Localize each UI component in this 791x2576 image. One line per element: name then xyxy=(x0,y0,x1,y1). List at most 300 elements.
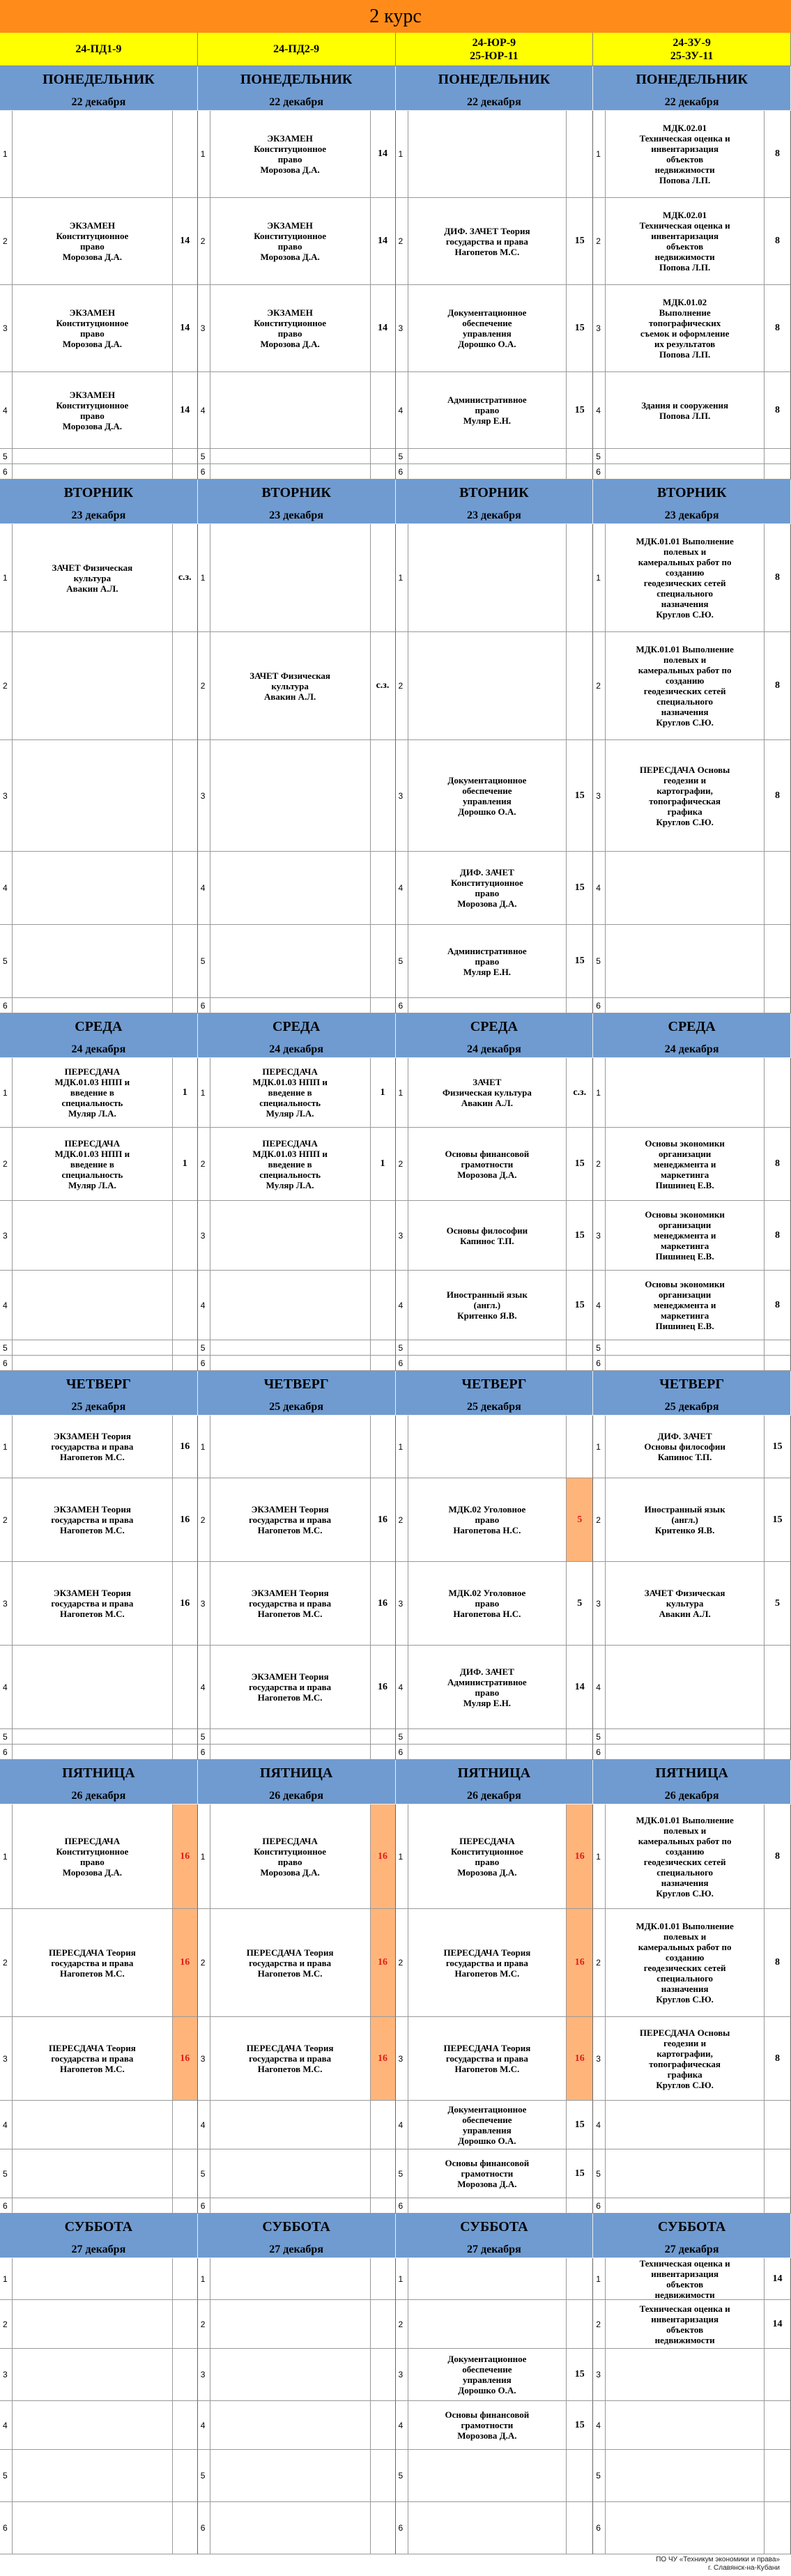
lesson-subject: ЭКЗАМЕН Теория государства и права Нагопетов М.С. xyxy=(51,1588,134,1619)
lesson-subject: ЭКЗАМЕН Теория государства и права Нагопетов М.С. xyxy=(51,1431,134,1462)
day-header-cell xyxy=(0,1760,198,1804)
day-name: ПЯТНИЦА xyxy=(457,1765,531,1781)
lesson-number: 4 xyxy=(593,372,606,448)
lesson-cell xyxy=(396,1729,594,1745)
day-header-cell xyxy=(396,1371,594,1416)
lesson-row xyxy=(0,2401,791,2450)
lesson-cell xyxy=(0,524,198,632)
lesson-room xyxy=(566,998,592,1013)
lesson-subject xyxy=(13,2198,172,2213)
lesson-cell xyxy=(593,2101,791,2149)
day-name: ПОНЕДЕЛЬНИК xyxy=(636,72,748,87)
lesson-number: 6 xyxy=(198,998,210,1013)
lesson-subject xyxy=(13,1745,172,1759)
lesson-number: 2 xyxy=(593,632,606,739)
lesson-cell xyxy=(198,2101,396,2149)
lesson-room xyxy=(172,1201,197,1270)
lesson-cell xyxy=(593,2017,791,2101)
lesson-room: 8 xyxy=(764,632,790,739)
lesson-number: 4 xyxy=(0,1271,13,1340)
day-header-cell xyxy=(593,66,791,111)
lesson-room: 15 xyxy=(566,740,592,851)
day-header-cell xyxy=(396,1013,594,1058)
lesson-number: 4 xyxy=(198,2101,210,2149)
lesson-number: 2 xyxy=(198,1909,210,2016)
lesson-room xyxy=(370,2198,395,2213)
group-name: 25-ЗУ-11 xyxy=(670,49,714,62)
lesson-cell xyxy=(0,2300,198,2349)
lesson-subject: Техническая оценка и инвентаризация объектов недвижимости xyxy=(639,2258,730,2299)
lesson-subject: Основы финансовой грамотности Морозова Д.А. xyxy=(445,2409,530,2441)
course-title: 2 курс xyxy=(0,0,791,33)
lesson-subject xyxy=(408,2502,567,2554)
lesson-room xyxy=(566,1340,592,1355)
lesson-room xyxy=(370,524,395,631)
lesson-number: 2 xyxy=(0,2300,13,2348)
day-name: ВТОРНИК xyxy=(261,485,331,500)
lesson-number: 6 xyxy=(593,1745,606,1759)
lesson-subject xyxy=(13,1646,172,1728)
day-block xyxy=(0,480,791,1013)
lesson-room xyxy=(764,1646,790,1728)
lesson-row xyxy=(0,1909,791,2017)
day-name: СУББОТА xyxy=(460,2219,528,2234)
lesson-cell xyxy=(198,632,396,740)
lesson-number: 5 xyxy=(0,449,13,463)
footer-line-1: ПО ЧУ «Техникум экономики и права» xyxy=(656,2556,780,2563)
lesson-number: 6 xyxy=(593,464,606,479)
lesson-room: 1 xyxy=(370,1128,395,1200)
lesson-number: 5 xyxy=(593,925,606,997)
lesson-room xyxy=(172,1646,197,1728)
lesson-cell xyxy=(396,1646,594,1729)
lesson-number: 4 xyxy=(396,1271,408,1340)
day-date: 27 декабря xyxy=(269,2244,323,2255)
lesson-row xyxy=(0,1340,791,1356)
lesson-subject xyxy=(408,1729,567,1744)
lesson-subject: Основы экономики организации менеджмента и маркетинга Пишинец Е.В. xyxy=(645,1209,725,1262)
lesson-cell xyxy=(593,2502,791,2554)
lesson-room: 5 xyxy=(764,1562,790,1645)
day-name: ПЯТНИЦА xyxy=(655,1765,728,1781)
lesson-cell xyxy=(198,1416,396,1478)
lesson-room xyxy=(764,2401,790,2449)
lesson-row xyxy=(0,2149,791,2198)
lesson-room: 15 xyxy=(566,1128,592,1200)
lesson-subject: Административное право Муляр Е.Н. xyxy=(447,945,527,977)
lesson-subject xyxy=(606,852,764,924)
lesson-room: 15 xyxy=(566,372,592,448)
lesson-room: 16 xyxy=(172,1478,197,1561)
lesson-number: 6 xyxy=(396,998,408,1013)
lesson-room xyxy=(566,1729,592,1744)
lesson-number: 6 xyxy=(0,1745,13,1759)
lesson-number: 6 xyxy=(198,2502,210,2554)
lesson-subject xyxy=(210,2450,370,2501)
lesson-cell xyxy=(198,2502,396,2554)
lesson-subject xyxy=(210,1201,370,1270)
lesson-number: 4 xyxy=(198,372,210,448)
lesson-subject: ПЕРЕСДАЧА Конституционное право Морозова Д.А. xyxy=(254,1835,327,1878)
day-block xyxy=(0,2214,791,2554)
lesson-number: 2 xyxy=(0,1909,13,2016)
lesson-cell xyxy=(396,1909,594,2017)
lesson-number: 5 xyxy=(198,1340,210,1355)
lesson-cell xyxy=(198,2450,396,2502)
lesson-row xyxy=(0,1128,791,1201)
lesson-subject xyxy=(210,998,370,1013)
group-name: 24-ПД2-9 xyxy=(273,43,320,55)
lesson-number: 2 xyxy=(396,2300,408,2348)
day-header-cell xyxy=(593,1371,791,1416)
lesson-subject xyxy=(210,2101,370,2149)
lesson-room xyxy=(172,2401,197,2449)
lesson-cell xyxy=(0,1909,198,2017)
lesson-subject: Документационное обеспечение управления Дорошко О.А. xyxy=(447,2103,527,2146)
lesson-room: 16 xyxy=(172,1804,197,1908)
lesson-subject xyxy=(408,111,567,197)
lesson-subject xyxy=(13,2300,172,2348)
lesson-cell xyxy=(593,2349,791,2401)
lesson-cell xyxy=(0,1646,198,1729)
lesson-number: 2 xyxy=(396,1128,408,1200)
day-name: СРЕДА xyxy=(470,1019,518,1034)
day-header-cell xyxy=(593,1760,791,1804)
lesson-number: 1 xyxy=(198,1416,210,1478)
lesson-number: 3 xyxy=(593,1201,606,1270)
day-name: СРЕДА xyxy=(272,1019,321,1034)
day-name: СУББОТА xyxy=(64,2219,133,2234)
lesson-room xyxy=(172,2198,197,2213)
lesson-subject xyxy=(408,632,567,739)
lesson-room xyxy=(764,925,790,997)
lesson-cell xyxy=(593,1745,791,1760)
day-name: ЧЕТВЕРГ xyxy=(263,1377,329,1392)
lesson-cell xyxy=(396,524,594,632)
lesson-room xyxy=(764,2349,790,2400)
lesson-number: 4 xyxy=(0,2101,13,2149)
lesson-subject: МДК.01.01 Выполнение полевых и камеральных работ по созданию геодезических сетей специального назначения Круглов С.Ю. xyxy=(636,536,734,620)
group-header-3 xyxy=(396,33,594,66)
lesson-subject xyxy=(210,2401,370,2449)
lesson-room: 16 xyxy=(172,1909,197,2016)
lesson-room xyxy=(566,2300,592,2348)
lesson-number: 1 xyxy=(396,1804,408,1908)
lesson-row xyxy=(0,1356,791,1371)
lesson-number: 6 xyxy=(396,1356,408,1370)
lesson-cell xyxy=(0,285,198,372)
lesson-cell xyxy=(0,1271,198,1340)
lesson-room xyxy=(370,1340,395,1355)
lesson-cell xyxy=(593,2300,791,2349)
group-header-4 xyxy=(593,33,791,66)
day-header-cell xyxy=(198,480,396,524)
lesson-room xyxy=(566,2258,592,2299)
lesson-number: 4 xyxy=(198,1646,210,1728)
lesson-cell xyxy=(396,285,594,372)
lesson-cell xyxy=(0,1804,198,1909)
lesson-subject: МДК.02.01 Техническая оценка и инвентаризация объектов недвижимости Попова Л.П. xyxy=(639,210,730,273)
lesson-number: 6 xyxy=(0,1356,13,1370)
day-header-cell xyxy=(396,480,594,524)
lesson-number: 2 xyxy=(198,632,210,739)
lesson-subject xyxy=(408,1745,567,1759)
lesson-subject xyxy=(210,2502,370,2554)
lesson-subject xyxy=(606,2401,764,2449)
lesson-cell xyxy=(396,1478,594,1562)
lesson-row xyxy=(0,1478,791,1562)
lesson-room: 8 xyxy=(764,1128,790,1200)
lesson-room xyxy=(172,111,197,197)
lesson-cell xyxy=(593,1271,791,1340)
lesson-subject xyxy=(210,372,370,448)
group-header-1 xyxy=(0,33,198,66)
lesson-room: 16 xyxy=(370,2017,395,2100)
day-header-cell xyxy=(396,2214,594,2258)
lesson-room: 8 xyxy=(764,372,790,448)
lesson-subject xyxy=(408,2300,567,2348)
lesson-cell xyxy=(593,1646,791,1729)
lesson-subject xyxy=(606,2502,764,2554)
lesson-number: 1 xyxy=(0,111,13,197)
lesson-cell xyxy=(198,1562,396,1646)
lesson-subject xyxy=(606,1340,764,1355)
lesson-number: 3 xyxy=(396,1201,408,1270)
lesson-cell xyxy=(0,1340,198,1356)
lesson-subject: ЗАЧЕТ Физическая культура Авакин А.Л. xyxy=(442,1077,532,1108)
lesson-number: 5 xyxy=(593,1729,606,1744)
lesson-room xyxy=(172,2149,197,2198)
lesson-number: 1 xyxy=(396,524,408,631)
lesson-number: 4 xyxy=(0,1646,13,1728)
day-name: ПЯТНИЦА xyxy=(62,1765,135,1781)
lesson-subject xyxy=(13,1271,172,1340)
lesson-subject xyxy=(606,1729,764,1744)
day-name: СУББОТА xyxy=(657,2219,726,2234)
lesson-cell xyxy=(396,1804,594,1909)
lesson-cell xyxy=(198,1340,396,1356)
group-name: 24-ЗУ-9 xyxy=(673,36,711,49)
lesson-row xyxy=(0,1271,791,1340)
lesson-cell xyxy=(198,198,396,285)
lesson-number: 5 xyxy=(396,2450,408,2501)
day-date: 23 декабря xyxy=(467,509,521,521)
lesson-number: 5 xyxy=(198,925,210,997)
lesson-cell xyxy=(0,1745,198,1760)
lesson-subject xyxy=(210,1356,370,1370)
lesson-row xyxy=(0,925,791,998)
lesson-cell xyxy=(198,111,396,198)
lesson-cell xyxy=(396,449,594,464)
day-name: СРЕДА xyxy=(668,1019,716,1034)
lesson-room xyxy=(172,1271,197,1340)
lesson-row xyxy=(0,198,791,285)
lesson-number: 4 xyxy=(198,1271,210,1340)
lesson-subject: ЭКЗАМЕН Конституционное право Морозова Д.А. xyxy=(254,220,327,262)
lesson-cell xyxy=(593,111,791,198)
lesson-room xyxy=(370,2149,395,2198)
day-name: СУББОТА xyxy=(262,2219,330,2234)
lesson-subject xyxy=(210,1271,370,1340)
lesson-subject: ПЕРЕСДАЧА МДК.01.03 НПП и введение в специальность Муляр Л.А. xyxy=(54,1137,130,1190)
lesson-subject xyxy=(210,2349,370,2400)
lesson-room xyxy=(566,464,592,479)
lesson-subject xyxy=(606,1745,764,1759)
lesson-number: 1 xyxy=(0,524,13,631)
day-date: 23 декабря xyxy=(664,509,719,521)
lesson-cell xyxy=(396,740,594,852)
lesson-number: 6 xyxy=(0,2502,13,2554)
lesson-subject: МДК.02.01 Техническая оценка и инвентаризация объектов недвижимости Попова Л.П. xyxy=(639,123,730,185)
day-date: 24 декабря xyxy=(467,1043,521,1055)
lesson-cell xyxy=(593,198,791,285)
lesson-number: 2 xyxy=(198,2300,210,2348)
lesson-row xyxy=(0,524,791,632)
lesson-cell xyxy=(198,998,396,1013)
lesson-row xyxy=(0,285,791,372)
lesson-cell xyxy=(396,2198,594,2214)
lesson-subject: Документационное обеспечение управления Дорошко О.А. xyxy=(447,2354,527,2395)
lesson-number: 2 xyxy=(0,198,13,284)
day-header-cell xyxy=(0,2214,198,2258)
lesson-room xyxy=(172,2258,197,2299)
lesson-room: 15 xyxy=(566,925,592,997)
lesson-subject: ПЕРЕСДАЧА Теория государства и права Нагопетов М.С. xyxy=(48,2043,136,2074)
days-container xyxy=(0,66,791,2554)
lesson-subject xyxy=(13,998,172,1013)
lesson-cell xyxy=(0,1729,198,1745)
lesson-subject: МДК.02 Уголовное право Нагопетова Н.С. xyxy=(448,1504,526,1535)
lesson-subject: Основы финансовой грамотности Морозова Д.А. xyxy=(445,2158,530,2189)
lesson-room: 15 xyxy=(764,1416,790,1478)
lesson-number: 1 xyxy=(0,1058,13,1127)
lesson-cell xyxy=(396,852,594,925)
lesson-subject xyxy=(13,632,172,739)
lesson-subject: ДИФ. ЗАЧЕТ Основы философии Капинос Т.П. xyxy=(644,1431,725,1462)
lesson-cell xyxy=(396,2017,594,2101)
lesson-cell xyxy=(0,925,198,998)
lesson-subject: Иностранный язык (англ.) Критенко Я.В. xyxy=(446,1289,528,1321)
lesson-room xyxy=(370,1729,395,1744)
lesson-room xyxy=(172,1729,197,1744)
lesson-cell xyxy=(198,1201,396,1271)
day-header-cell xyxy=(396,1760,594,1804)
lesson-cell xyxy=(0,1128,198,1201)
day-header-cell xyxy=(198,1760,396,1804)
day-date: 26 декабря xyxy=(664,1790,719,1802)
day-name: ПОНЕДЕЛЬНИК xyxy=(438,72,551,87)
lesson-cell xyxy=(198,285,396,372)
lesson-cell xyxy=(198,372,396,449)
lesson-room xyxy=(764,1729,790,1744)
lesson-row xyxy=(0,2349,791,2401)
lesson-cell xyxy=(593,1201,791,1271)
lesson-cell xyxy=(0,2149,198,2198)
lesson-number: 3 xyxy=(198,1562,210,1645)
lesson-room: 1 xyxy=(172,1128,197,1200)
lesson-cell xyxy=(396,1562,594,1646)
lesson-row xyxy=(0,2502,791,2554)
lesson-number: 2 xyxy=(593,1478,606,1561)
lesson-number: 6 xyxy=(396,464,408,479)
lesson-subject: ПЕРЕСДАЧА Основы геодезии и картографии, топографическая графика Круглов С.Ю. xyxy=(639,2027,730,2090)
lesson-subject xyxy=(13,1729,172,1744)
lesson-subject xyxy=(13,2450,172,2501)
day-date: 25 декабря xyxy=(71,1401,126,1413)
lesson-row xyxy=(0,2300,791,2349)
lesson-cell xyxy=(0,1058,198,1128)
day-header-cell xyxy=(198,1371,396,1416)
lesson-number: 1 xyxy=(0,1804,13,1908)
day-date: 22 декабря xyxy=(664,96,719,108)
lesson-room: 16 xyxy=(172,1562,197,1645)
lesson-subject: ПЕРЕСДАЧА Теория государства и права Нагопетов М.С. xyxy=(246,2043,334,2074)
lesson-subject xyxy=(606,998,764,1013)
lesson-row xyxy=(0,2258,791,2300)
lesson-room xyxy=(566,449,592,463)
lesson-subject xyxy=(13,2101,172,2149)
lesson-subject: Техническая оценка и инвентаризация объектов недвижимости xyxy=(639,2303,730,2345)
lesson-subject xyxy=(210,1340,370,1355)
day-header-cell xyxy=(0,480,198,524)
lesson-subject xyxy=(408,449,567,463)
lesson-room: 16 xyxy=(370,1562,395,1645)
lesson-room xyxy=(370,2502,395,2554)
lesson-room xyxy=(172,449,197,463)
day-date: 25 декабря xyxy=(269,1401,323,1413)
lesson-subject xyxy=(606,1058,764,1127)
lesson-room: 8 xyxy=(764,1201,790,1270)
lesson-subject xyxy=(408,1356,567,1370)
lesson-number: 5 xyxy=(0,2149,13,2198)
lesson-number: 6 xyxy=(593,1356,606,1370)
lesson-cell xyxy=(396,632,594,740)
day-header xyxy=(0,1013,791,1058)
lesson-number: 4 xyxy=(0,852,13,924)
lesson-room: 14 xyxy=(172,372,197,448)
lesson-row xyxy=(0,1646,791,1729)
lesson-room: 1 xyxy=(172,1058,197,1127)
lesson-subject: ЭКЗАМЕН Теория государства и права Нагопетов М.С. xyxy=(249,1588,332,1619)
lesson-cell xyxy=(593,740,791,852)
lesson-room xyxy=(370,2401,395,2449)
lesson-subject xyxy=(408,1416,567,1478)
lesson-room: 14 xyxy=(172,285,197,371)
lesson-subject: ПЕРЕСДАЧА Основы геодезии и картографии, топографическая графика Круглов С.Ю. xyxy=(639,764,730,827)
lesson-cell xyxy=(198,1729,396,1745)
lesson-room xyxy=(172,2300,197,2348)
lesson-subject: ЭКЗАМЕН Конституционное право Морозова Д.А. xyxy=(56,389,129,431)
lesson-subject: Административное право Муляр Е.Н. xyxy=(447,394,527,426)
lesson-room: 8 xyxy=(764,524,790,631)
day-name: ЧЕТВЕРГ xyxy=(659,1377,725,1392)
lesson-subject: ПЕРЕСДАЧА Конституционное право Морозова Д.А. xyxy=(56,1835,129,1878)
lesson-number: 3 xyxy=(0,740,13,851)
day-header xyxy=(0,1371,791,1416)
day-header-cell xyxy=(396,66,594,111)
lesson-subject xyxy=(13,1201,172,1270)
lesson-cell xyxy=(593,1562,791,1646)
lesson-cell xyxy=(396,372,594,449)
lesson-subject xyxy=(13,2349,172,2400)
lesson-room: 14 xyxy=(172,198,197,284)
group-header-row xyxy=(0,33,791,66)
lesson-cell xyxy=(396,998,594,1013)
lesson-number: 3 xyxy=(593,2017,606,2100)
lesson-room: 16 xyxy=(370,1804,395,1908)
lesson-subject: Документационное обеспечение управления Дорошко О.А. xyxy=(447,774,527,817)
lesson-number: 1 xyxy=(593,111,606,197)
